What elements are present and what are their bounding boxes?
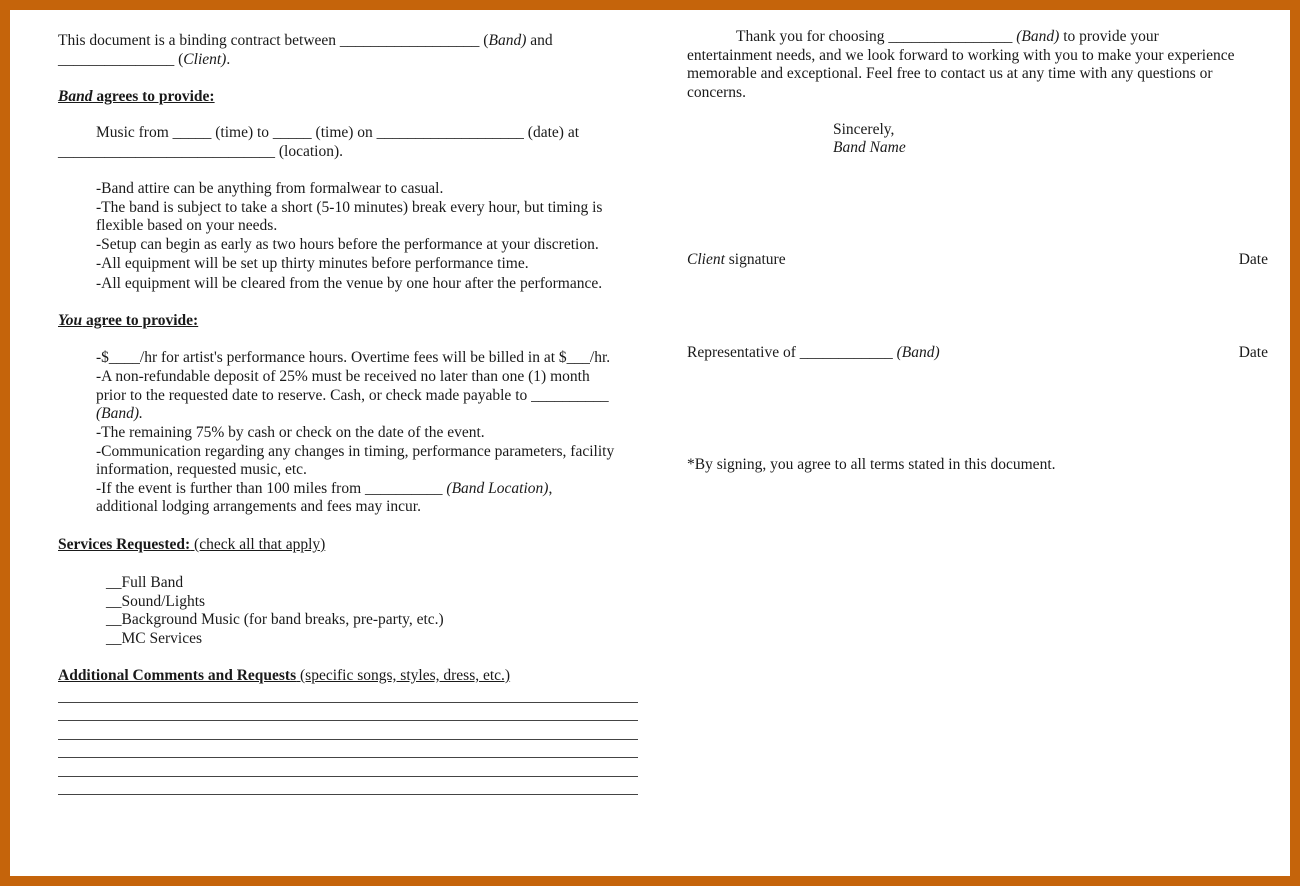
- comments-heading: [58, 667, 510, 685]
- heading-italic: Band: [58, 88, 93, 105]
- band-placeholder: Band): [488, 32, 527, 49]
- thanks-line-3: memorable and exceptional. Feel free to contact us at any time with any questions or: [687, 65, 1213, 82]
- fee-line: -$____/hr for artist's performance hours. Overtime fees will be billed in at $___/hr.: [96, 349, 611, 366]
- representative-date-label: Date: [1238, 344, 1268, 361]
- band-provides-heading: [58, 88, 215, 106]
- service-option-mc-services[interactable]: __MC Services: [106, 630, 203, 647]
- client-signature-label: [687, 251, 786, 269]
- services-heading: [58, 536, 325, 554]
- comment-line[interactable]: [58, 794, 638, 795]
- communication-line-2: information, requested music, etc.: [96, 461, 307, 478]
- band-item: -Setup can begin as early as two hours before the performance at your discretion.: [96, 236, 599, 253]
- services-note: (check all that apply): [190, 536, 326, 553]
- thanks-line-1: [736, 28, 1159, 46]
- comment-line[interactable]: [58, 720, 638, 721]
- band-item: -All equipment will be cleared from the venue by one hour after the performance.: [96, 275, 603, 292]
- comments-title: Additional Comments and Requests: [58, 667, 297, 684]
- band-placeholder: (Band): [1016, 28, 1060, 45]
- sincerely-text: Sincerely,: [833, 121, 895, 138]
- thanks-text: Thank you for choosing ________________: [736, 28, 1017, 45]
- band-item: -The band is subject to take a short (5-10 minutes) break every hour, but timing is: [96, 199, 603, 216]
- heading-text: agrees to provide:: [92, 88, 215, 105]
- you-provide-heading: [58, 312, 198, 330]
- event-distance-line: [96, 480, 552, 498]
- service-option-sound-lights[interactable]: __Sound/Lights: [106, 593, 206, 610]
- comments-note: (specific songs, styles, dress, etc.): [296, 667, 511, 684]
- comment-line[interactable]: [58, 739, 638, 740]
- lodging-line: additional lodging arrangements and fees may incur.: [96, 498, 421, 515]
- contract-text: _______________ (: [58, 51, 184, 68]
- document-page: [10, 10, 1290, 876]
- service-option-full-band[interactable]: __Full Band: [106, 574, 184, 591]
- client-placeholder: Client): [183, 51, 227, 68]
- contract-text: This document is a binding contract between __________________ (: [58, 32, 489, 49]
- band-name-signoff: Band Name: [833, 139, 906, 156]
- terms-footnote: *By signing, you agree to all terms stated in this document.: [687, 456, 1056, 473]
- service-option-background-music[interactable]: __Background Music (for band breaks, pre-party, etc.): [106, 611, 444, 628]
- heading-text: agree to provide:: [82, 312, 199, 329]
- deposit-line-2: prior to the requested date to reserve. Cash, or check made payable to __________: [96, 387, 609, 404]
- signature-text: signature: [724, 251, 786, 268]
- event-text: ,: [548, 480, 553, 497]
- thanks-text: to provide your: [1059, 28, 1159, 45]
- deposit-line-1: -A non-refundable deposit of 25% must be received no later than one (1) month: [96, 368, 590, 385]
- communication-line-1: -Communication regarding any changes in timing, performance parameters, facility: [96, 443, 615, 460]
- contract-line-1: [58, 32, 553, 50]
- music-line-1: Music from _____ (time) to _____ (time) on ___________________ (date) at: [96, 124, 580, 141]
- comment-line[interactable]: [58, 702, 638, 703]
- band-item: -All equipment will be set up thirty minutes before performance time.: [96, 255, 529, 272]
- comment-line[interactable]: [58, 776, 638, 777]
- thanks-line-4: concerns.: [687, 84, 746, 101]
- contract-text: and: [526, 32, 553, 49]
- representative-text: Representative of ____________: [687, 344, 897, 361]
- comment-line[interactable]: [58, 757, 638, 758]
- contract-line-2: [58, 51, 230, 69]
- band-item: flexible based on your needs.: [96, 217, 278, 234]
- contract-text: .: [226, 51, 231, 68]
- thanks-line-2: entertainment needs, and we look forward to working with you to make your experience: [687, 47, 1235, 64]
- band-location-placeholder: (Band Location): [446, 480, 549, 497]
- client-date-label: Date: [1238, 251, 1268, 268]
- services-title: Services Requested:: [58, 536, 191, 553]
- deposit-line-3: (Band).: [96, 405, 143, 422]
- remaining-line: -The remaining 75% by cash or check on the date of the event.: [96, 424, 485, 441]
- heading-italic: You: [58, 312, 83, 329]
- event-text: -If the event is further than 100 miles from __________: [96, 480, 447, 497]
- band-item: -Band attire can be anything from formalwear to casual.: [96, 180, 444, 197]
- client-label-italic: Client: [687, 251, 725, 268]
- representative-signature-label: [687, 344, 940, 362]
- band-placeholder: (Band): [896, 344, 940, 361]
- music-line-2: ____________________________ (location).: [58, 143, 344, 160]
